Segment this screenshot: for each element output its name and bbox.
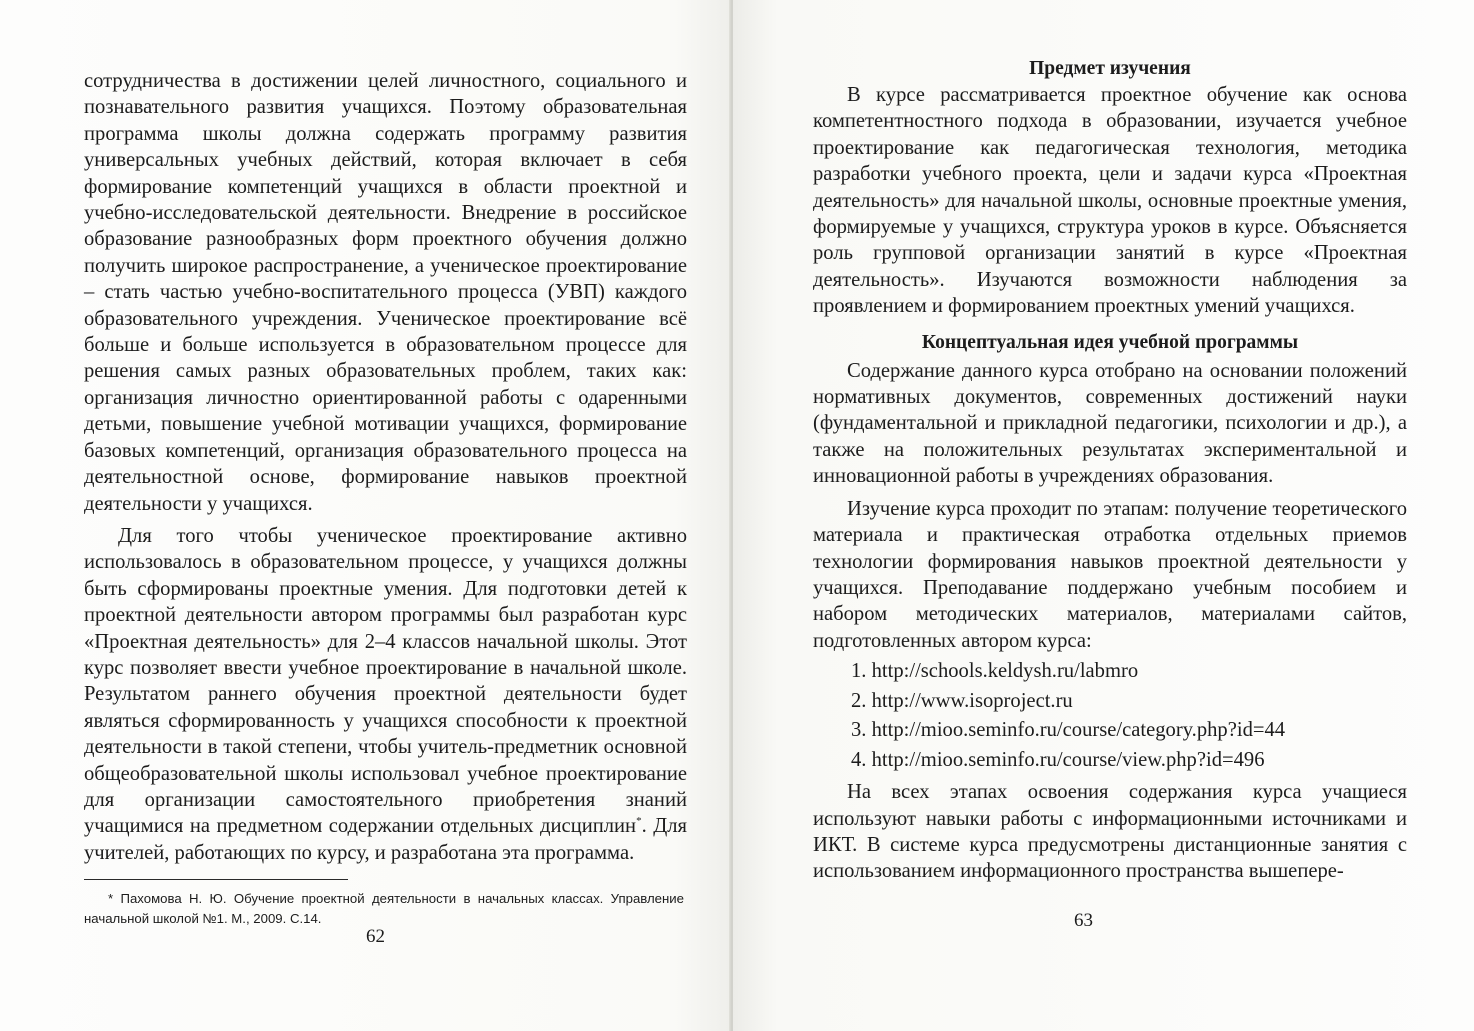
left-page-number: 62 [366,926,385,947]
right-paragraph-3: Изучение курса проходит по этапам: получение теоретического материала и практическая отработка отдельных приемов технологии формирования навыков проектной деятельности у учащихся. Преподавание поддержано учебным пособием и набором методических материалов, материалами сайтов, подготовленных автором курса: [813,497,1407,652]
right-paragraph-1: В курсе рассматривается проектное обучение как основа компетентностного подхода в образовании, изучается учебное проектирование как педагогическая технология, методика разработки учебного проекта, цели и задачи курса «Проектная деятельность» для начальной школы, основные проектные умения, формируемые у учащихся, структура уроков в курсе. Объясняется роль групповой организации занятий в курсе «Проектная деятельность». Изучаются возможности наблюдения за проявлением и формированием проектных умений учащихся. [813,84,1407,318]
resource-link: 3. http://mioo.seminfo.ru/course/category.php?id=44 [851,719,1286,742]
resource-link: 4. http://mioo.seminfo.ru/course/view.php?id=496 [851,748,1265,771]
right-paragraph-2: Содержание данного курса отобрано на основании положений нормативных документов, современных достижений науки (фундаментальной и прикладной педагогики, психологии и др.), а также на положительных результатах экспериментальной и инновационной работы в учреждениях образования. [813,359,1407,488]
section-heading-concept: Концептуальная идея учебной программы [921,331,1299,353]
footnote: * Пахомова Н. Ю. Обучение проектной деятельности в начальных классах. Управление начальной школой №1. М., 2009. С.14. [84,891,684,926]
resource-link: 1. http://schools.keldysh.ru/labmro [851,660,1139,683]
right-page-body [813,56,1407,885]
footnote-divider [84,879,348,880]
left-page-body [84,68,687,866]
left-paragraph-2-text: Для того чтобы ученическое проектирование активно использовалось в образовательном процессе, у учащихся должны быть сформированы проектные умения. Для подготовки детей к проектной деятельности автором программы был разработан курс «Проектная деятельность» для 2–4 классов начальной школы. Этот курс позволяет ввести учебное проектирование в начальной школе. Результатом раннего обучения проектной деятельности будет являться сформированность у учащихся способности к проектной деятельности в такой степени, чтобы учитель-предметник основной общеобразовательной школы использовал учебное проектирование для организации самостоятельного приобретения знаний учащимися на предметном содержании отдельных дисциплин [84,524,687,838]
right-page [733,0,1474,1031]
left-paragraph-2 [84,523,687,866]
left-paragraph-2-ending: . Для учителей, работающих по курсу, и разработана эта программа. [84,815,687,864]
resource-links-list [813,657,1407,775]
right-page-number: 63 [1074,910,1093,931]
left-page [0,0,733,1031]
section-heading-subject: Предмет изучения [1029,58,1191,79]
right-paragraph-4: На всех этапах освоения содержания курса учащиеся используют навыки работы с информационными источниками и ИКТ. В системе курса предусмотрены дистанционные занятия с использованием информационного пространства вышепере- [813,781,1407,883]
resource-link: 2. http://www.isoproject.ru [851,689,1073,712]
left-paragraph-1: сотрудничества в достижении целей личностного, социального и познавательного развития учащихся. Поэтому образовательная программа школы должна содержать программу развития универсальных учебных действий, которая включает в себя формирование компетенций учащихся в области проектной и учебно-исследовательской деятельности. Внедрение в российское образование разнообразных форм проектного обучения должно получить широкое распространение, а ученическое проектирование – стать частью учебно-воспитательного процесса (УВП) каждого образовательного учреждения. Ученическое проектирование всё больше и больше используется в образовательном процессе для решения самых разных образовательных проблем, таких как: организация личностно ориентированной работы с одаренными детьми, повышение учебной мотивации учащихся, формирование базовых компетенций, организация образовательного процесса на деятельностной основе, формирование навыков проектной деятельности у учащихся. [84,70,687,515]
footnote-marker: * [636,815,642,828]
